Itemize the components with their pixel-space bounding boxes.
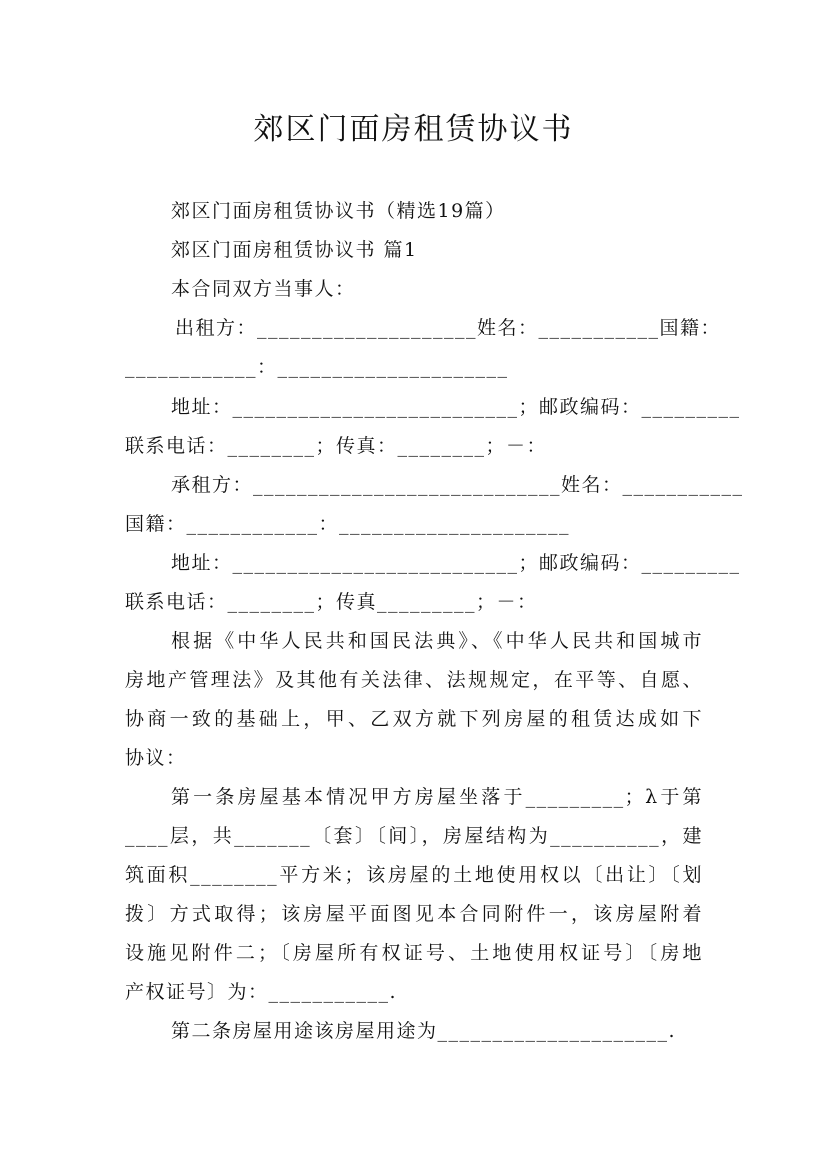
- lessee-contact-line: 联系电话：________；传真_________；－：: [125, 591, 538, 613]
- lessor-line: 出租方：____________________姓名：___________国籍：: [175, 317, 722, 339]
- article-one-line-6: 产权证号〕为：___________.: [125, 981, 398, 1003]
- article-two-line-1: 第二条房屋用途该房屋用途为_____________________.: [171, 1020, 677, 1042]
- article-one-line-4: 拨〕方式取得；该房屋平面图见本合同附件一，该房屋附着: [125, 903, 703, 925]
- lessee-address-line: 地址：__________________________；邮政编码：_________: [171, 552, 741, 574]
- document-title: 郊区门面房租赁协议书: [253, 112, 574, 147]
- basis-paragraph-line-3: 协商一致的基础上，甲、乙双方就下列房屋的租赁达成如下: [125, 708, 703, 730]
- lessor-nationality-line: ____________：_____________________: [125, 356, 509, 378]
- article-one-line-5: 设施见附件二；〔房屋所有权证号、土地使用权证号〕〔房地: [125, 942, 703, 964]
- lessor-contact-line: 联系电话：________；传真：________；－：: [125, 435, 548, 457]
- lessee-line: 承租方：____________________________姓名：___________: [171, 474, 744, 496]
- subtitle-line: 郊区门面房租赁协议书（精选19篇）: [171, 200, 506, 222]
- lessor-address-line: 地址：__________________________；邮政编码：_________: [171, 396, 741, 418]
- article-one-line-3: 筑面积________平方米；该房屋的土地使用权以〔出让〕〔划: [125, 864, 703, 886]
- basis-paragraph-line-2: 房地产管理法》及其他有关法律、法规规定，在平等、自愿、: [125, 669, 703, 691]
- article-one-line-1: 第一条房屋基本情况甲方房屋坐落于_________；λ于第: [171, 786, 703, 808]
- section-heading: 郊区门面房租赁协议书 篇1: [171, 239, 418, 261]
- article-one-line-2: ____层，共_______〔套〕〔间〕，房屋结构为__________，建: [125, 825, 703, 847]
- basis-paragraph-line-4: 协议：: [125, 747, 187, 769]
- basis-paragraph-line-1: 根据《中华人民共和国民法典》、《中华人民共和国城市: [171, 630, 703, 652]
- lessee-nationality-line: 国籍：____________：_____________________: [125, 513, 571, 535]
- parties-intro: 本合同双方当事人：: [171, 278, 356, 300]
